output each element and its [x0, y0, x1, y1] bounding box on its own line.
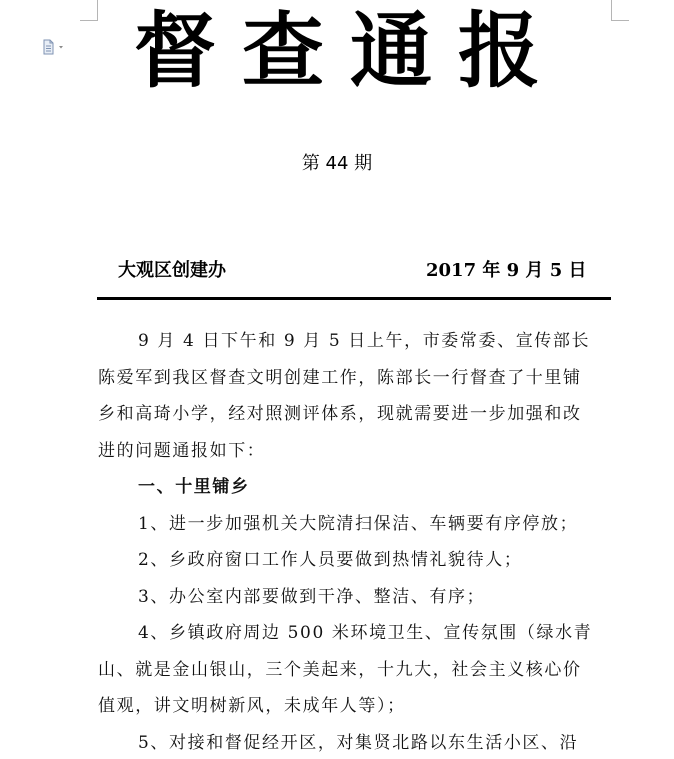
list-item: 1、进一步加强机关大院清扫保洁、车辆要有序停放； — [138, 513, 579, 534]
list-item: 5、对接和督促经开区，对集贤北路以东生活小区、沿 — [138, 732, 579, 753]
issue-number: 第 44 期 — [301, 153, 373, 174]
issuing-organization: 大观区创建办 — [118, 260, 226, 281]
header-divider — [97, 297, 611, 300]
list-item: 2、乡政府窗口工作人员要做到热情礼貌待人； — [138, 550, 523, 570]
document-title: 督查通报 — [133, 4, 566, 99]
issue-date: 2017 年 9 月 5 日 — [426, 260, 587, 281]
list-item: 4、乡镇政府周边 500 米环境卫生、宣传氛围（绿水青山、就是金山银山，三个美起来，十九大，社会主义核心价值观，讲文明树新风，未成年人等）； — [98, 623, 593, 716]
intro-paragraph: 9 月 4 日下午和 9 月 5 日上午，市委常委、宣传部长陈爱军到我区督查文明创建工作，陈部长一行督查了十里铺乡和高琦小学，经对照测评体系，现就需要进一步加强和改进的问题通报如下： — [98, 331, 591, 461]
section-heading: 一、十里铺乡 — [138, 477, 250, 497]
list-item: 3、办公室内部要做到干净、整洁、有序； — [138, 586, 486, 607]
document-body — [98, 323, 598, 759]
